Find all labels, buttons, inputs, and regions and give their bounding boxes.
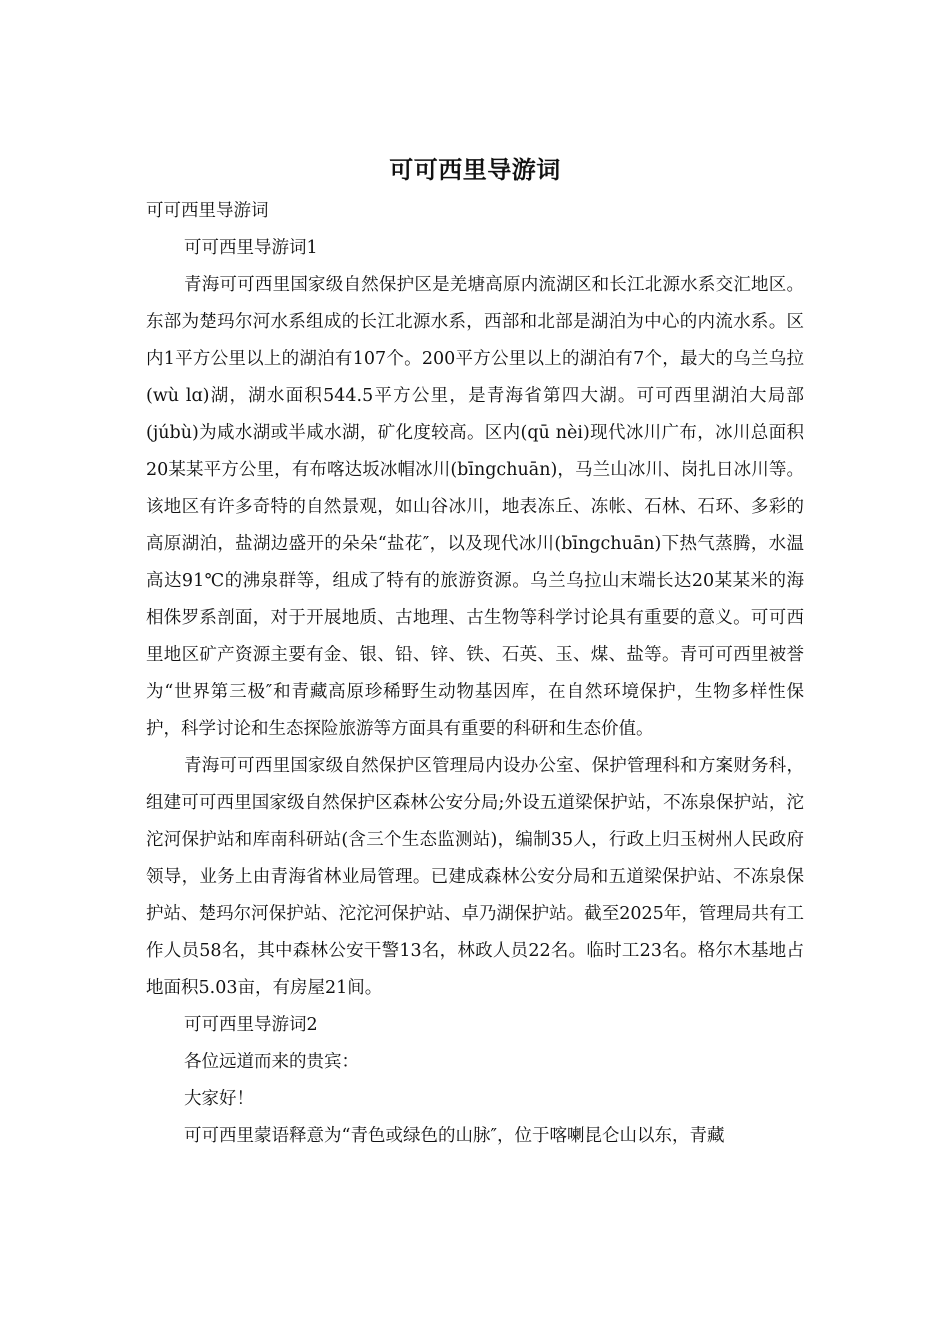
document-subtitle: 可可西里导游词 — [146, 201, 269, 221]
greeting-line-1: 各位远道而来的贵宾： — [184, 1052, 359, 1072]
paragraph-3: 可可西里蒙语释意为“青色或绿色的山脉″，位于喀喇昆仑山以东，青藏 — [184, 1126, 725, 1146]
section-heading-1: 可可西里导游词1 — [184, 238, 318, 258]
paragraph-2: 青海可可西里国家级自然保护区管理局内设办公室、保护管理科和方案财务科，组建可可西里国家级自然保护区森林公安分局;外设五道梁保护站，不冻泉保护站，沱沱河保护站和库南科研站(含三个生态监测站)，编制35人，行政上归玉树州人民政府领导，业务上由青海省林业局管理。已建成森林公安分局和五道梁保护站、不冻泉保护站、楚玛尔河保护站、沱沱河保护站、卓乃湖保护站。截至2025年，管理局共有工作人员58名，其中森林公安干警13名，林政人员22名。临时工23名。格尔木基地占地面积5.03亩，有房屋21间。 — [146, 756, 804, 998]
paragraph-1: 青海可可西里国家级自然保护区是羌塘高原内流湖区和长江北源水系交汇地区。东部为楚玛尔河水系组成的长江北源水系，西部和北部是湖泊为中心的内流水系。区内1平方公里以上的湖泊有107个。200平方公里以上的湖泊有7个，最大的乌兰乌拉(wù lɑ)湖，湖水面积544.5平方公里，是青海省第四大湖。可可西里湖泊大局部(júbù)为咸水湖或半咸水湖，矿化度较高。区内(qū nèi)现代冰川广布，冰川总面积20某某平方公里，有布喀达坂冰帽冰川(bīngchuān)，马兰山冰川、岗扎日冰川等。该地区有许多奇特的自然景观，如山谷冰川，地表冻丘、冻帐、石林、石环、多彩的高原湖泊，盐湖边盛开的朵朵“盐花″，以及现代冰川(bīngchuān)下热气蒸腾，水温高达91℃的沸泉群等，组成了特有的旅游资源。乌兰乌拉山末端长达20某某米的海相侏罗系剖面，对于开展地质、古地理、古生物等科学讨论具有重要的意义。可可西里地区矿产资源主要有金、银、铅、锌、铁、石英、玉、煤、盐等。青可可西里被誉为“世界第三极″和青藏高原珍稀野生动物基因库，在自然环境保护，生物多样性保护，科学讨论和生态探险旅游等方面具有重要的科研和生态价值。 — [146, 275, 804, 739]
section-heading-2: 可可西里导游词2 — [184, 1015, 318, 1035]
document-title: 可可西里导游词 — [389, 156, 561, 184]
greeting-line-2: 大家好！ — [184, 1089, 254, 1109]
document-body — [146, 193, 804, 1155]
